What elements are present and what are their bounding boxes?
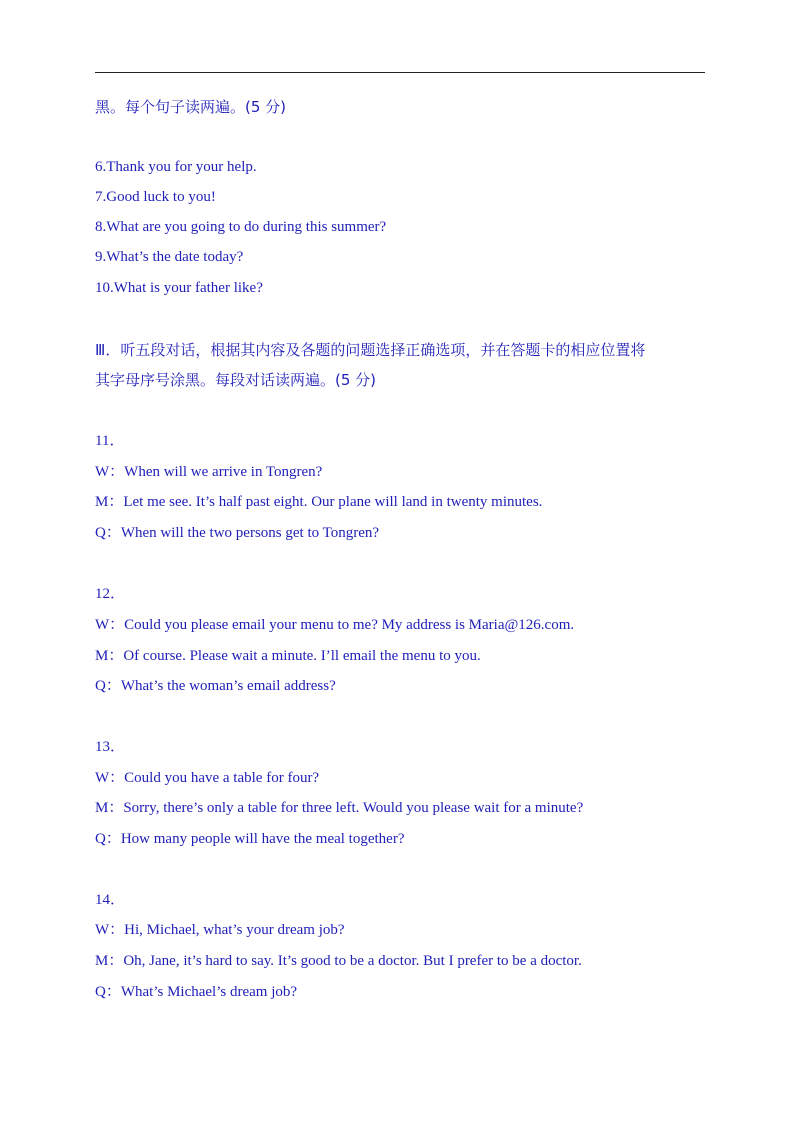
dialogue-12-man: M：Of course. Please wait a minute. I’ll email the menu to you. [95, 648, 481, 664]
sentence-6: 6.Thank you for your help. [95, 159, 257, 175]
sentence-10: 10.What is your father like? [95, 280, 263, 296]
dialogue-11-woman: W：When will we arrive in Tongren? [95, 464, 323, 480]
dialogue-14-question: Q：What’s Michael’s dream job? [95, 984, 298, 1000]
section-3-heading: Ⅲ．听五段对话，根据其内容及各题的问题选择正确选项，并在答题卡的相应位置将 [95, 341, 646, 359]
sentence-7: 7.Good luck to you! [95, 189, 216, 205]
section-3-heading-cont: 其字母序号涂黑。每段对话读两遍。(5 分) [95, 371, 377, 389]
question-number-14: 14． [95, 892, 126, 908]
dialogue-14-man: M：Oh, Jane, it’s hard to say. It’s good to be a doctor. But I prefer to be a doctor. [95, 953, 582, 969]
question-number-13: 13． [95, 739, 126, 755]
dialogue-13-man: M：Sorry, there’s only a table for three left. Would you please wait for a minute? [95, 800, 584, 816]
dialogue-12-woman: W：Could you please email your menu to me? My address is Maria@126.com. [95, 617, 575, 633]
header-rule [95, 72, 705, 73]
question-number-11: 11． [95, 433, 125, 449]
dialogue-14-woman: W：Hi, Michael, what’s your dream job? [95, 922, 345, 938]
question-number-12: 12． [95, 586, 126, 602]
dialogue-12-question: Q：What’s the woman’s email address? [95, 678, 336, 694]
sentence-9: 9.What’s the date today? [95, 249, 244, 265]
dialogue-13-woman: W：Could you have a table for four? [95, 770, 320, 786]
dialogue-11-question: Q：When will the two persons get to Tongren? [95, 525, 380, 541]
dialogue-13-question: Q：How many people will have the meal together? [95, 831, 405, 847]
dialogue-11-man: M：Let me see. It’s half past eight. Our plane will land in twenty minutes. [95, 494, 543, 510]
sentence-8: 8.What are you going to do during this summer? [95, 219, 387, 235]
instruction-continuation: 黑。每个句子读两遍。(5 分) [95, 98, 287, 116]
